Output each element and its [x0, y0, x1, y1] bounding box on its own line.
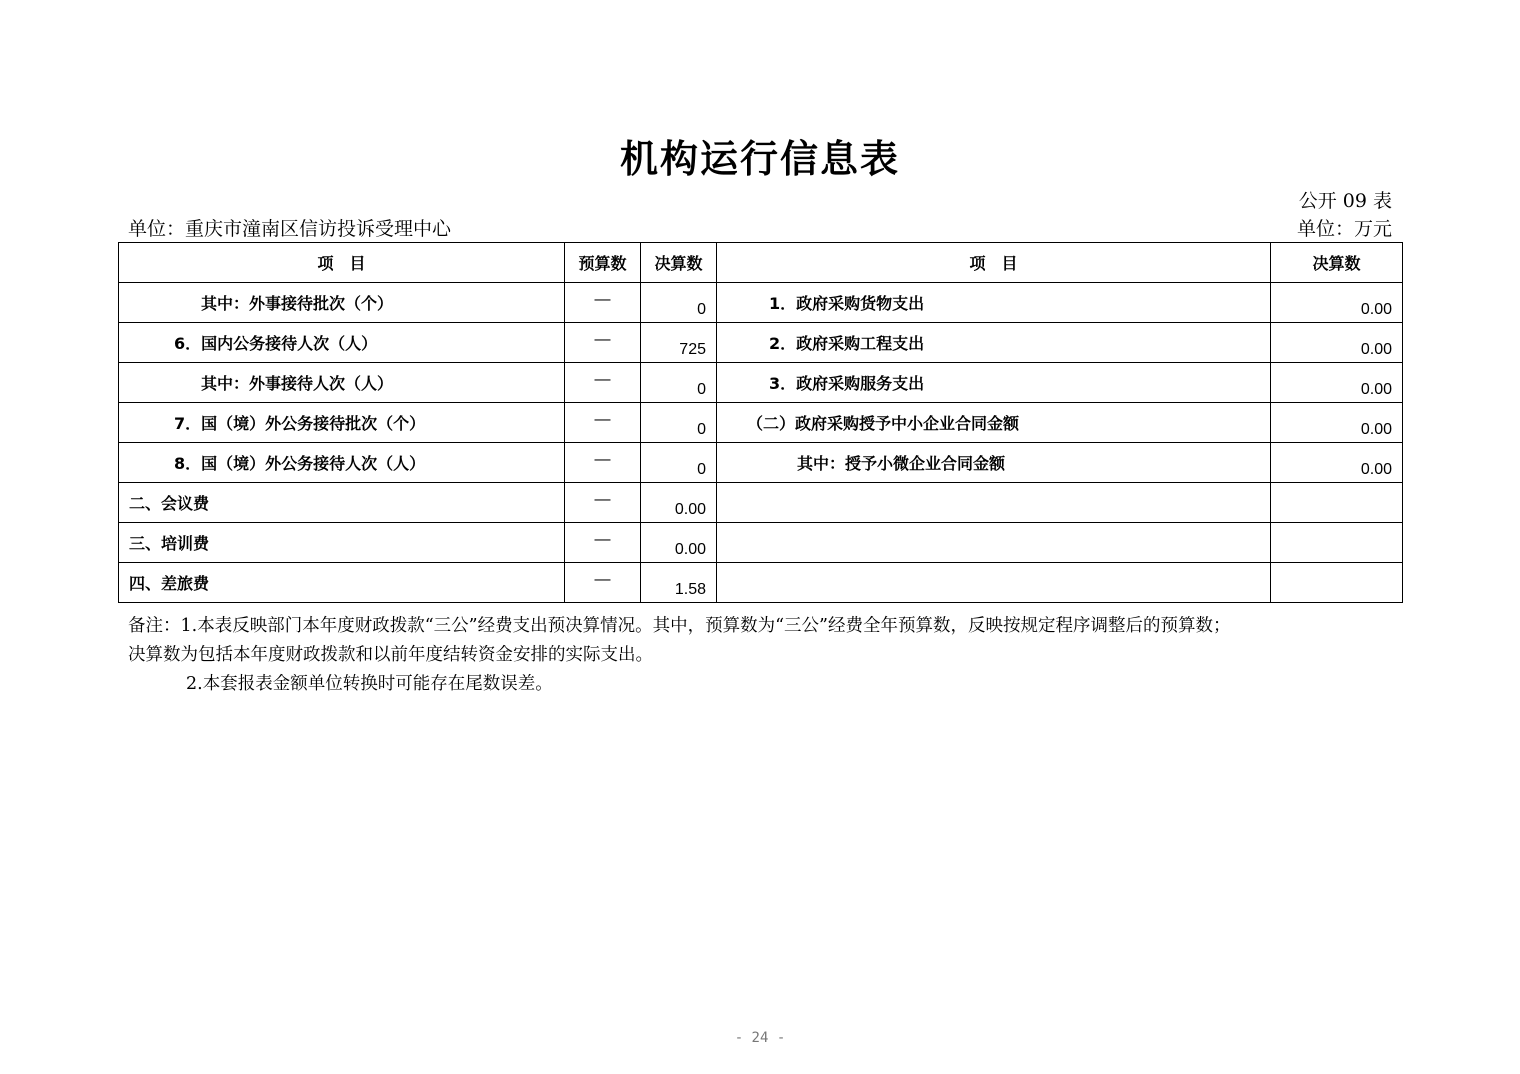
table-row [119, 443, 1403, 483]
row-right-final: 0.00 [1271, 443, 1403, 483]
row-item: 三、培训费 [119, 523, 565, 563]
row-right-item: 其中：授予小微企业合同金额 [717, 443, 1271, 483]
row-final: 0 [641, 363, 717, 403]
row-item: 其中：外事接待人次（人） [119, 363, 565, 403]
row-final: 725 [641, 323, 717, 363]
row-item: 6．国内公务接待人次（人） [119, 323, 565, 363]
currency-unit: 单位：万元 [1296, 218, 1392, 240]
row-right-item: （二）政府采购授予中小企业合同金额 [717, 403, 1271, 443]
row-right-final: 0.00 [1271, 323, 1403, 363]
row-budget: — [565, 323, 641, 363]
operation-info-table [118, 242, 1403, 603]
page-title: 机构运行信息表 [619, 137, 900, 181]
row-right-item: 3．政府采购服务支出 [717, 363, 1271, 403]
table-row [119, 563, 1403, 603]
table-row [119, 363, 1403, 403]
row-final: 0 [641, 283, 717, 323]
row-right-item: 1．政府采购货物支出 [717, 283, 1271, 323]
note-line-2: 决算数为包括本年度财政拨款和以前年度结转资金安排的实际支出。 [128, 645, 653, 665]
row-right-item [717, 483, 1271, 523]
header-item-left: 项 目 [119, 243, 565, 283]
row-final: 1.58 [641, 563, 717, 603]
header-item-right: 项 目 [717, 243, 1271, 283]
table-row [119, 483, 1403, 523]
table-row [119, 403, 1403, 443]
row-final: 0.00 [641, 483, 717, 523]
row-right-final [1271, 523, 1403, 563]
row-right-item [717, 523, 1271, 563]
row-item: 四、差旅费 [119, 563, 565, 603]
row-budget: — [565, 443, 641, 483]
row-right-final: 0.00 [1271, 363, 1403, 403]
table-row [119, 283, 1403, 323]
row-final: 0.00 [641, 523, 717, 563]
table-row [119, 323, 1403, 363]
row-budget: — [565, 283, 641, 323]
row-budget: — [565, 403, 641, 443]
row-final: 0 [641, 403, 717, 443]
row-final: 0 [641, 443, 717, 483]
row-budget: — [565, 363, 641, 403]
form-number: 公开 09 表 [1298, 190, 1392, 212]
note-line-1: 备注：1.本表反映部门本年度财政拨款“三公”经费支出预决算情况。其中，预算数为“三公”经费全年预算数，反映按规定程序调整后的预算数； [128, 616, 1231, 636]
page-number: - 24 - [734, 1030, 786, 1046]
row-item: 其中：外事接待批次（个） [119, 283, 565, 323]
note-line-3: 2.本套报表金额单位转换时可能存在尾数误差。 [186, 674, 553, 694]
header-final-left: 决算数 [641, 243, 717, 283]
header-budget: 预算数 [565, 243, 641, 283]
table-row [119, 523, 1403, 563]
reporting-unit: 单位：重庆市潼南区信访投诉受理中心 [128, 218, 452, 240]
row-right-final: 0.00 [1271, 283, 1403, 323]
row-budget: — [565, 563, 641, 603]
row-right-final: 0.00 [1271, 403, 1403, 443]
row-right-final [1271, 563, 1403, 603]
row-right-final [1271, 483, 1403, 523]
row-right-item [717, 563, 1271, 603]
row-budget: — [565, 523, 641, 563]
row-item: 二、会议费 [119, 483, 565, 523]
table-header-row [119, 243, 1403, 283]
row-right-item: 2．政府采购工程支出 [717, 323, 1271, 363]
row-item: 7．国（境）外公务接待批次（个） [119, 403, 565, 443]
header-final-right: 决算数 [1271, 243, 1403, 283]
row-item: 8．国（境）外公务接待人次（人） [119, 443, 565, 483]
row-budget: — [565, 483, 641, 523]
table-notes [128, 612, 1402, 699]
